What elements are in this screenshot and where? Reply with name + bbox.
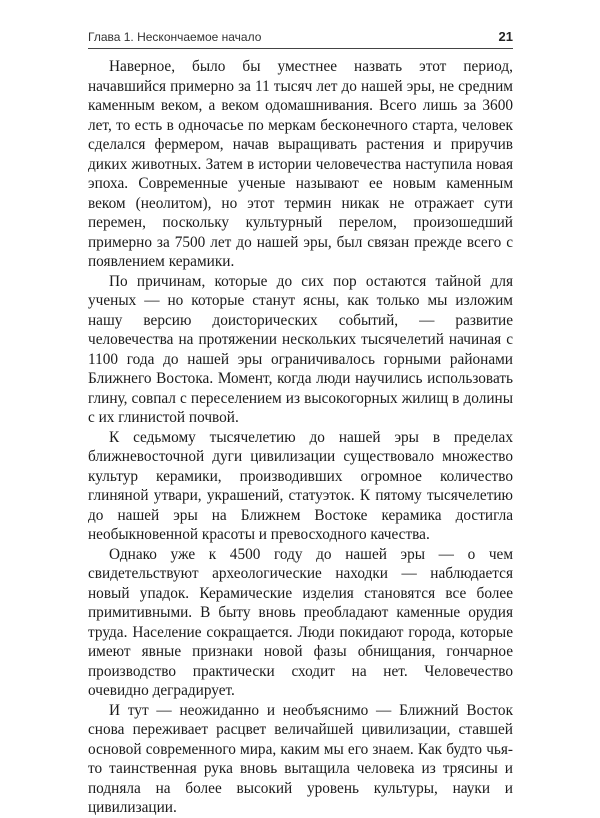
paragraph: И тут — неожиданно и необъяснимо — Ближний Восток снова переживает расцвет величайшей цивилизации, ставшей основой современного мира, каким мы его знаем. Как будто чья-то таинственная рука вновь вытащила человека из трясины и подняла на более высокий уровень культуры, науки и цивилизации. — [88, 701, 513, 816]
running-header — [88, 26, 513, 48]
body-text — [88, 57, 513, 818]
paragraph: По причинам, которые до сих пор остаются тайной для ученых — но которые станут ясны, как только мы изложим нашу версию доисторических событий, — развитие человечества на протяжении нескольких тысячелетий начиная с 1100 года до нашей эры ограничивалось горными районами Ближнего Востока. Момент, когда люди научились использовать глину, совпал с переселением из высокогорных жилищ в долины с их глинистой почвой. — [88, 272, 513, 426]
page-number: 21 — [498, 29, 513, 44]
header-divider — [88, 48, 513, 49]
chapter-title: Глава 1. Нескончаемое начало — [88, 30, 262, 44]
paragraph: Однако уже к 4500 году до нашей эры — о чем свидетельствуют археологические находки — наблюдается новый упадок. Керамические изделия становятся все более примитивными. В быту вновь преобладают каменные орудия труда. Население сокращается. Люди покидают города, которые имеют явные признаки новой фазы обнищания, гончарное производство практически сходит на нет. Человечество очевидно деградирует. — [88, 545, 513, 699]
paragraph: К седьмому тысячелетию до нашей эры в пределах ближневосточной дуги цивилизации существовало множество культур керамики, производивших огромное количество глиняной утвари, украшений, статуэток. К пятому тысячелетию до нашей эры на Ближнем Востоке керамика достигла необыкновенной красоты и превосходного качества. — [88, 428, 513, 543]
paragraph: Наверное, было бы уместнее назвать этот период, начавшийся примерно за 11 тысяч лет до нашей эры, не средним каменным веком, а веком одомашнивания. Всего лишь за 3600 лет, то есть в одночасье по меркам бесконечного старта, человек сделался фермером, начав выращивать растения и приручив диких животных. Затем в истории человечества наступила новая эпоха. Современные ученые называют ее новым каменным веком (неолитом), но этот термин никак не отражает сути перемен, поскольку культурный перелом, произошедший примерно за 7500 лет до нашей эры, был связан прежде всего с появлением керамики. — [88, 58, 513, 270]
